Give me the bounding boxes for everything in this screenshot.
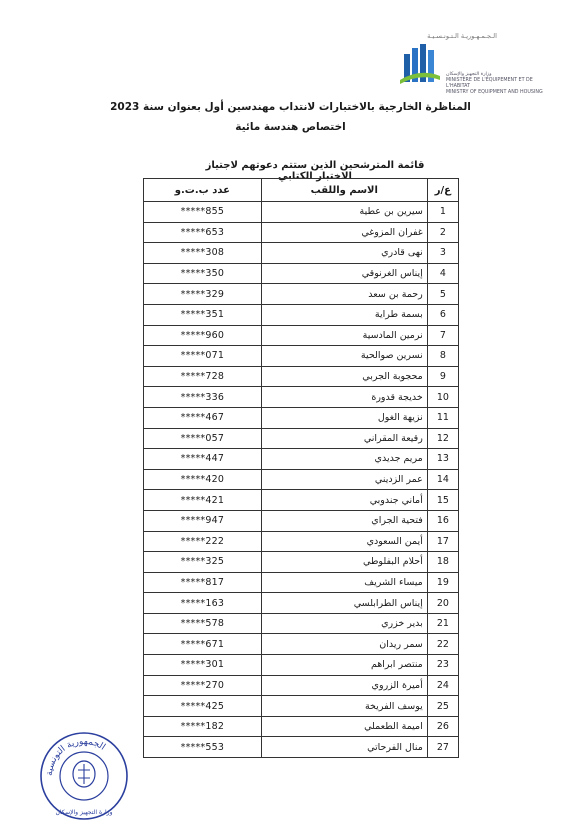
cell-name: محجوبة الجربي <box>261 366 427 387</box>
cell-num: 24 <box>427 675 458 696</box>
cell-num: 21 <box>427 613 458 634</box>
cell-id: *****960 <box>144 325 262 346</box>
cell-name: سمر ريدان <box>261 634 427 655</box>
cell-name: إيناس الطرابلسي <box>261 593 427 614</box>
cell-num: 3 <box>427 243 458 264</box>
cell-id: *****182 <box>144 716 262 737</box>
cell-num: 25 <box>427 696 458 717</box>
cell-id: *****057 <box>144 428 262 449</box>
table-row <box>144 325 459 346</box>
cell-id: *****071 <box>144 346 262 367</box>
cell-name: رحمة بن سعد <box>261 284 427 305</box>
cell-name: يوسف الفريخة <box>261 696 427 717</box>
cell-num: 15 <box>427 490 458 511</box>
cell-num: 5 <box>427 284 458 305</box>
cell-num: 16 <box>427 510 458 531</box>
table-row <box>144 202 459 223</box>
candidates-table <box>143 178 459 758</box>
cell-num: 27 <box>427 737 458 758</box>
table-row <box>144 366 459 387</box>
cell-id: *****351 <box>144 304 262 325</box>
seal-inner-text: وزارة التجهيز والإسكان <box>55 809 113 816</box>
cell-id: *****553 <box>144 737 262 758</box>
logo-ministry-fr: MINISTÈRE DE L'ÉQUIPEMENT ET DE L'HABITAT <box>446 78 533 89</box>
table-row <box>144 737 459 758</box>
cell-name: فتحية الجراي <box>261 510 427 531</box>
cell-name: نزيهة الغول <box>261 407 427 428</box>
cell-id: *****329 <box>144 284 262 305</box>
header-name: الاسم واللقب <box>261 179 427 202</box>
cell-id: *****947 <box>144 510 262 531</box>
cell-name: غفران المزوغي <box>261 222 427 243</box>
list-title: قائمة المترشحين الذين ستتم دعوتهم لاجتياز الاختبار الكتابي <box>205 160 425 182</box>
ministry-logo-icon <box>398 42 442 88</box>
ministry-logo <box>360 28 560 95</box>
cell-id: *****301 <box>144 655 262 676</box>
cell-name: اميمة الطعملي <box>261 716 427 737</box>
table-row <box>144 716 459 737</box>
cell-num: 2 <box>427 222 458 243</box>
table-row <box>144 284 459 305</box>
cell-id: *****350 <box>144 263 262 284</box>
cell-id: *****425 <box>144 696 262 717</box>
table-row <box>144 552 459 573</box>
cell-name: أميرة الزروي <box>261 675 427 696</box>
cell-num: 4 <box>427 263 458 284</box>
cell-name: بسمة طراية <box>261 304 427 325</box>
logo-caption <box>446 72 558 96</box>
cell-name: نهى قادري <box>261 243 427 264</box>
cell-name: منتصر ابراهم <box>261 655 427 676</box>
cell-id: *****308 <box>144 243 262 264</box>
cell-id: *****163 <box>144 593 262 614</box>
document-subtitle: اختصاص هندسة مائية <box>235 121 346 133</box>
table-row <box>144 449 459 470</box>
cell-name: منال الفرحاتي <box>261 737 427 758</box>
cell-name: أماني جندوبي <box>261 490 427 511</box>
cell-name: ميساء الشريف <box>261 572 427 593</box>
cell-id: *****855 <box>144 202 262 223</box>
cell-id: *****728 <box>144 366 262 387</box>
cell-num: 22 <box>427 634 458 655</box>
table-row <box>144 593 459 614</box>
table-row <box>144 222 459 243</box>
cell-name: خديجة قدورة <box>261 387 427 408</box>
cell-name: سيرين بن عطية <box>261 202 427 223</box>
cell-num: 13 <box>427 449 458 470</box>
table-row <box>144 572 459 593</box>
cell-num: 6 <box>427 304 458 325</box>
cell-num: 26 <box>427 716 458 737</box>
cell-id: *****421 <box>144 490 262 511</box>
cell-id: *****467 <box>144 407 262 428</box>
cell-num: 10 <box>427 387 458 408</box>
header-id: عدد ب.ت.و <box>144 179 262 202</box>
cell-num: 9 <box>427 366 458 387</box>
cell-id: *****336 <box>144 387 262 408</box>
cell-num: 8 <box>427 346 458 367</box>
cell-name: بدير خزري <box>261 613 427 634</box>
cell-id: *****270 <box>144 675 262 696</box>
cell-name: رقيعة المقراني <box>261 428 427 449</box>
table-row <box>144 428 459 449</box>
cell-num: 18 <box>427 552 458 573</box>
table-row <box>144 510 459 531</box>
cell-num: 23 <box>427 655 458 676</box>
cell-name: أحلام البفلوطي <box>261 552 427 573</box>
table-row <box>144 243 459 264</box>
cell-num: 20 <box>427 593 458 614</box>
cell-name: عمر الزديني <box>261 469 427 490</box>
cell-num: 11 <box>427 407 458 428</box>
table-row <box>144 407 459 428</box>
table-body <box>144 202 459 758</box>
table-row <box>144 346 459 367</box>
table-row <box>144 387 459 408</box>
cell-name: مريم جديدي <box>261 449 427 470</box>
cell-num: 19 <box>427 572 458 593</box>
cell-id: *****447 <box>144 449 262 470</box>
cell-num: 17 <box>427 531 458 552</box>
table-row <box>144 655 459 676</box>
table-row <box>144 490 459 511</box>
table-row <box>144 696 459 717</box>
cell-num: 7 <box>427 325 458 346</box>
cell-name: نسرين صوالحية <box>261 346 427 367</box>
logo-ministry-en: MINISTRY OF EQUIPMENT AND HOUSING <box>446 90 543 95</box>
cell-id: *****817 <box>144 572 262 593</box>
table-row <box>144 469 459 490</box>
table-row <box>144 675 459 696</box>
cell-id: *****420 <box>144 469 262 490</box>
table-row <box>144 531 459 552</box>
table-row <box>144 613 459 634</box>
table-row <box>144 263 459 284</box>
table-header-row <box>144 179 459 202</box>
cell-id: *****222 <box>144 531 262 552</box>
cell-num: 1 <box>427 202 458 223</box>
table-row <box>144 304 459 325</box>
document-title: المناظرة الخارجية بالاختبارات لانتداب مهندسين أول بعنوان سنة 2023 <box>110 101 471 113</box>
logo-topline: الـجـمـهـوريـة الـتـونـسـيـة <box>427 32 497 40</box>
cell-name: إيناس الغرنوقي <box>261 263 427 284</box>
logo-ministry-ar: وزارة التجهيز والإسكان <box>446 72 492 77</box>
official-seal-icon <box>38 730 130 822</box>
cell-num: 12 <box>427 428 458 449</box>
cell-id: *****671 <box>144 634 262 655</box>
cell-id: *****578 <box>144 613 262 634</box>
header-num: ع/ر <box>427 179 458 202</box>
table-row <box>144 634 459 655</box>
cell-id: *****653 <box>144 222 262 243</box>
cell-num: 14 <box>427 469 458 490</box>
cell-name: نرمين المادسية <box>261 325 427 346</box>
cell-id: *****325 <box>144 552 262 573</box>
cell-name: أيمن السعودي <box>261 531 427 552</box>
seal-outer-text: الجمهورية التونسية <box>44 736 107 777</box>
